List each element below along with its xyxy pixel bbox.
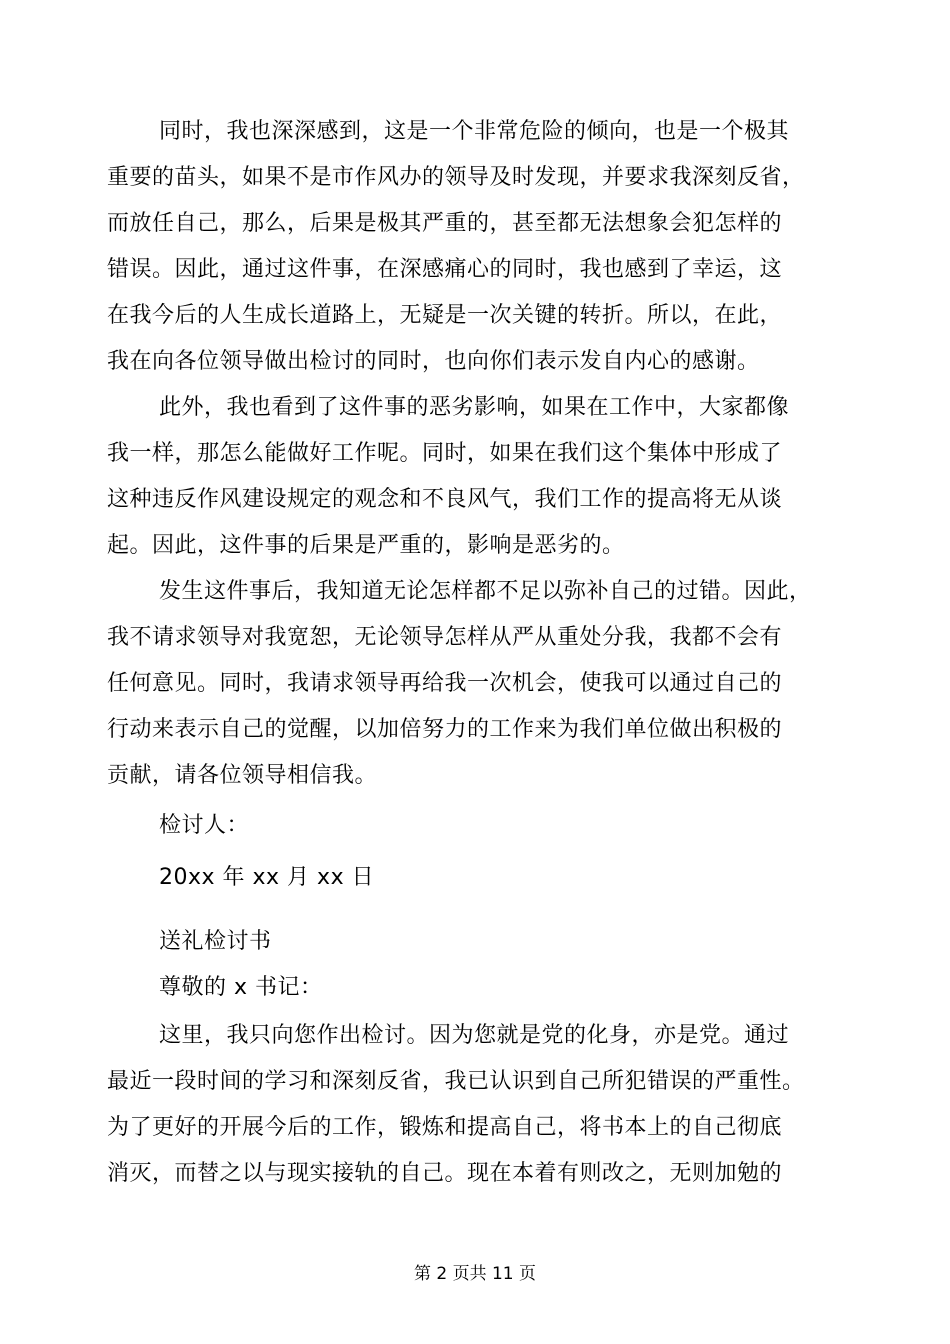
page-number: 第 2 页共 11 页 [413, 1264, 537, 1284]
text-line: 同时，我也深深感到，这是一个非常危险的倾向，也是一个极其 [159, 119, 790, 144]
text-line: 行动来表示自己的觉醒，以加倍努力的工作来为我们单位做出积极的 [107, 717, 783, 742]
text-line: 消灭，而替之以与现实接轨的自己。现在本着有则改之，无则加勉的 [107, 1161, 783, 1186]
text-line: 发生这件事后，我知道无论怎样都不足以弥补自己的过错。因此， [159, 579, 812, 604]
salutation: 尊敬的 x 书记： [159, 975, 323, 1000]
section-title: 送礼检讨书 [159, 929, 272, 954]
text-line: 在我今后的人生成长道路上，无疑是一次关键的转折。所以，在此， [107, 303, 783, 328]
text-line: 而放任自己，那么，后果是极其严重的，甚至都无法想象会犯怎样的 [107, 211, 783, 236]
text-line: 错误。因此，通过这件事，在深感痛心的同时，我也感到了幸运，这 [107, 257, 783, 282]
text-line: 此外，我也看到了这件事的恶劣影响，如果在工作中，大家都像 [159, 395, 790, 420]
text-line: 起。因此，这件事的后果是严重的，影响是恶劣的。 [107, 533, 625, 558]
text-line: 我不请求领导对我宽恕，无论领导怎样从严从重处分我，我都不会有 [107, 625, 783, 650]
text-line: 重要的苗头，如果不是市作风办的领导及时发现，并要求我深刻反省， [107, 165, 805, 190]
signatory-label: 检讨人： [159, 813, 250, 838]
text-line: 我在向各位领导做出检讨的同时，也向你们表示发自内心的感谢。 [107, 349, 760, 374]
text-line: 贡献，请各位领导相信我。 [107, 763, 378, 788]
text-line: 这里，我只向您作出检讨。因为您就是党的化身，亦是党。通过 [159, 1023, 790, 1048]
text-line: 为了更好的开展今后的工作，锻炼和提高自己，将书本上的自己彻底 [107, 1115, 783, 1140]
date-line: 20xx 年 xx 月 xx 日 [159, 865, 375, 890]
text-line: 我一样，那怎么能做好工作呢。同时，如果在我们这个集体中形成了 [107, 441, 783, 466]
text-line: 最近一段时间的学习和深刻反省，我已认识到自己所犯错误的严重性。 [107, 1069, 805, 1094]
text-line: 任何意见。同时，我请求领导再给我一次机会，使我可以通过自己的 [107, 671, 783, 696]
text-line: 这种违反作风建设规定的观念和不良风气，我们工作的提高将无从谈 [107, 487, 783, 512]
